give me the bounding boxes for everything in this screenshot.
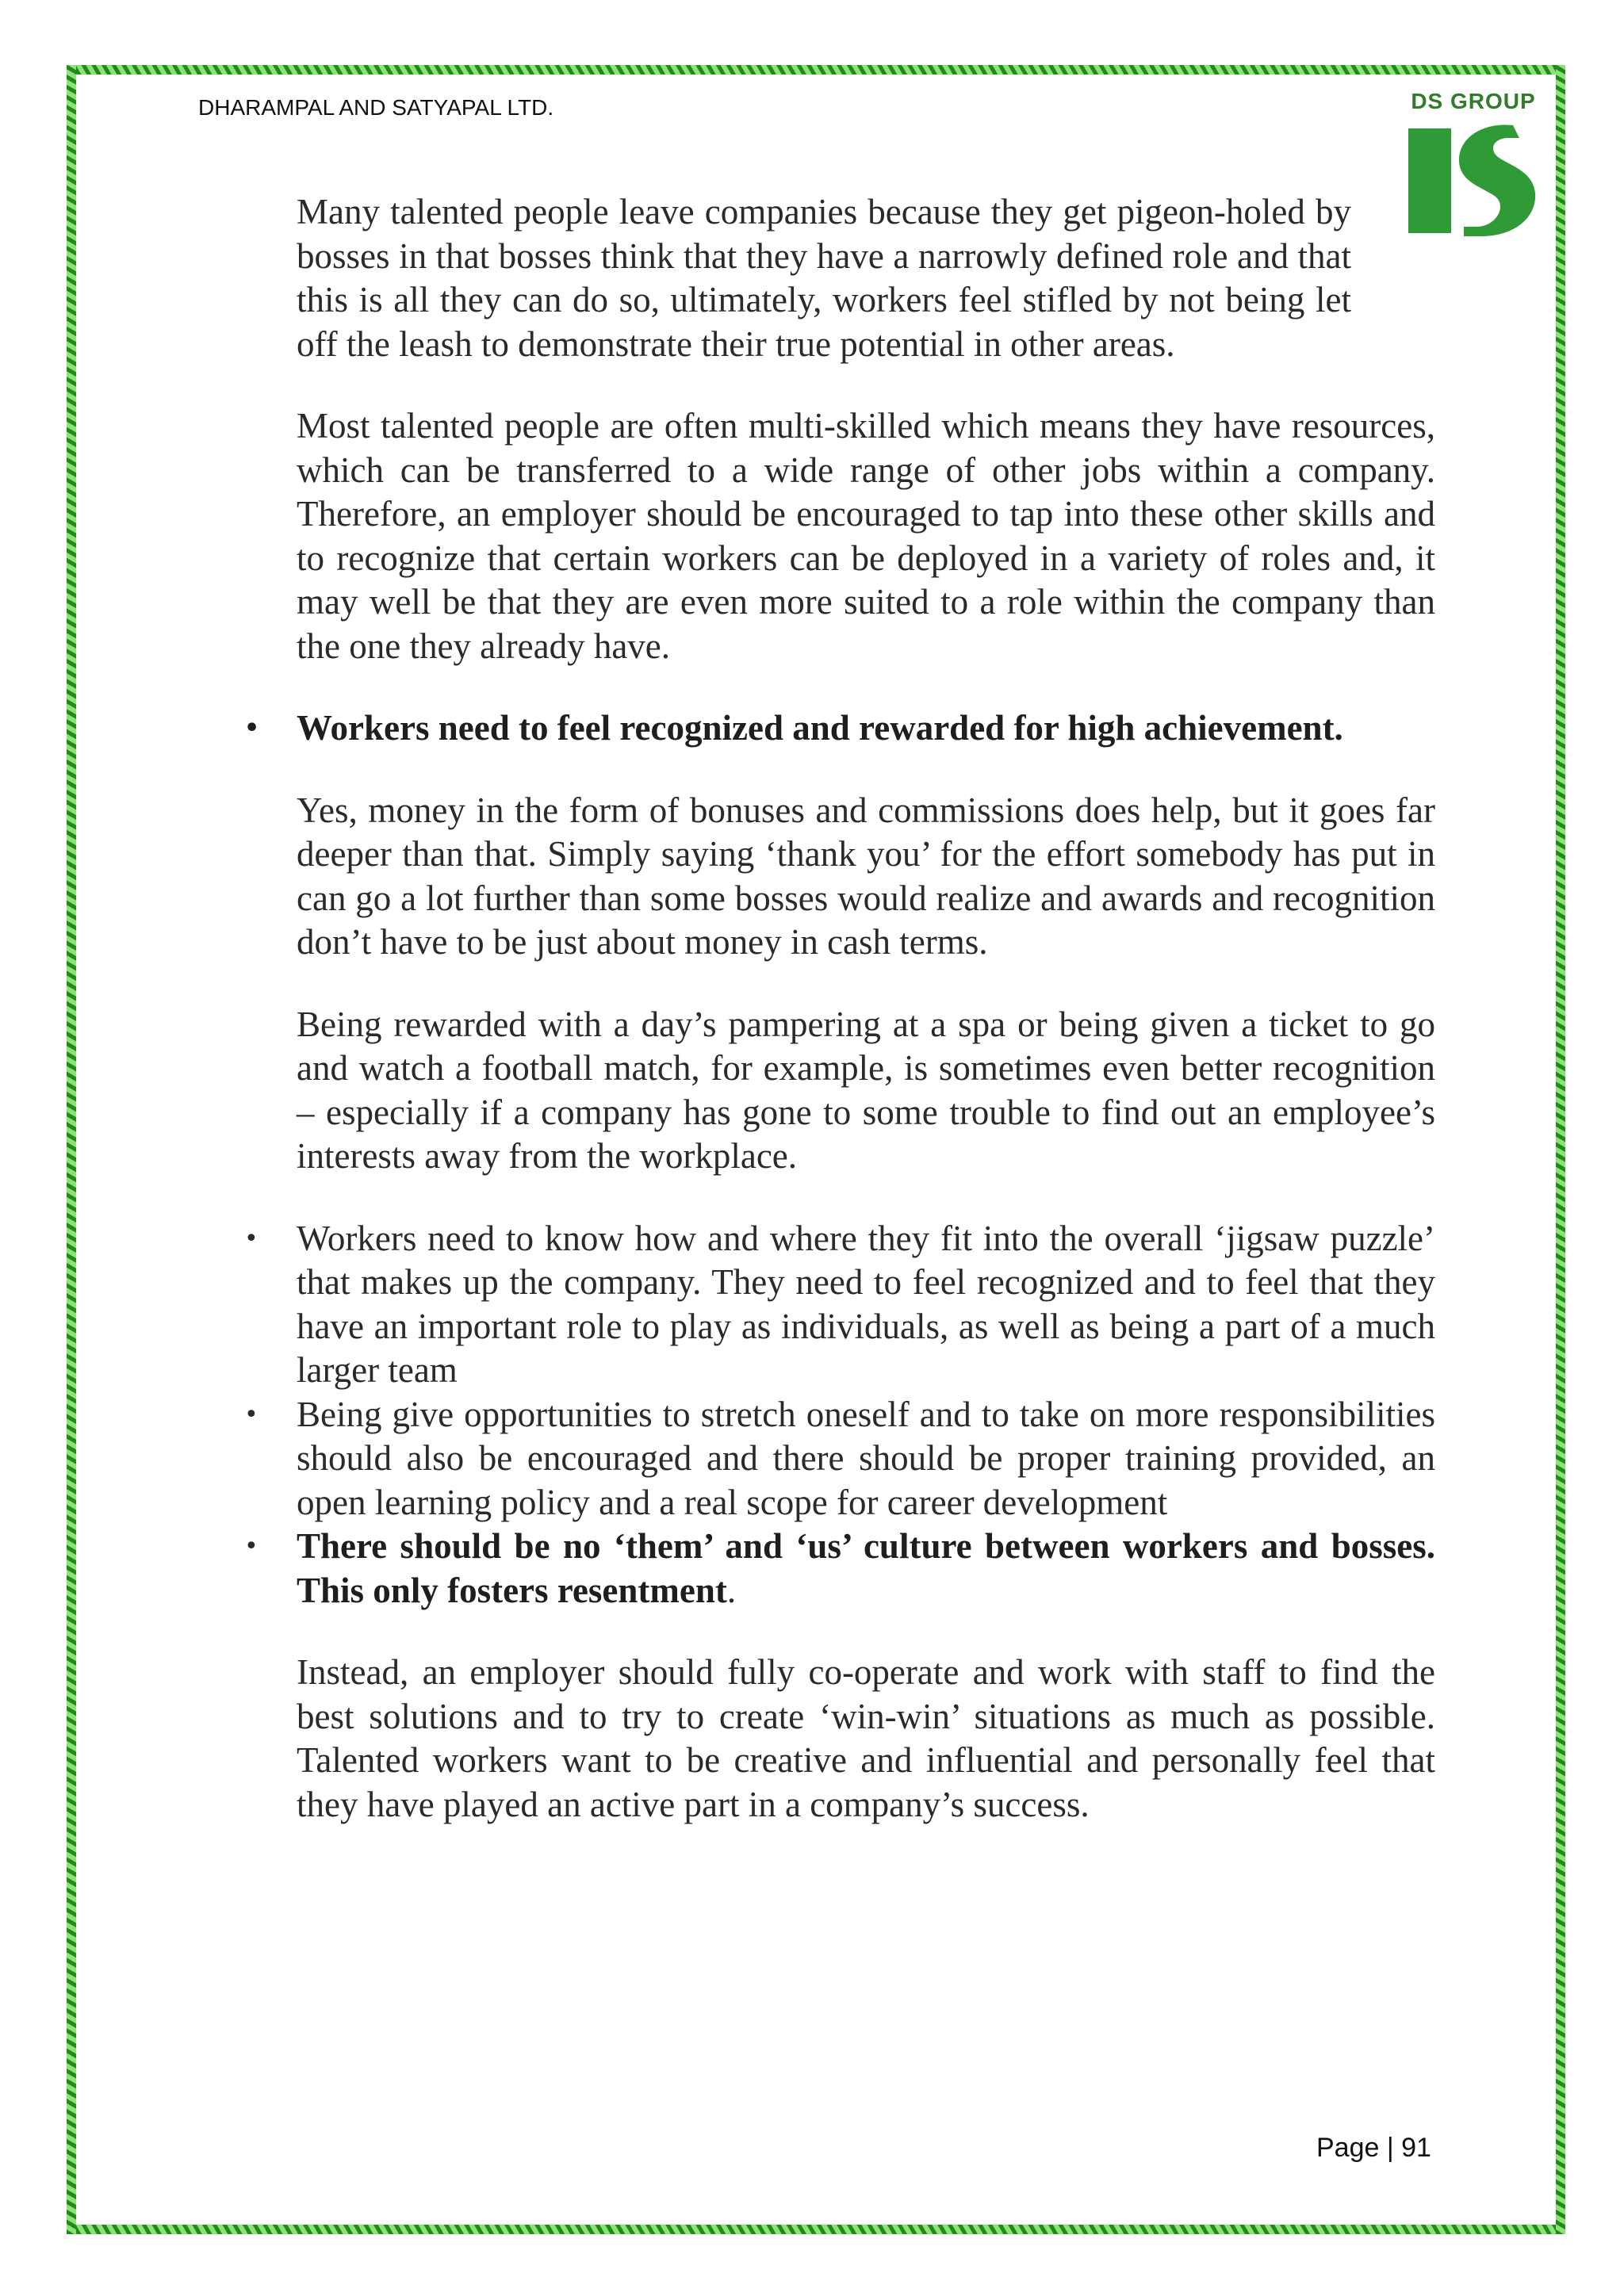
document-body [297, 190, 1435, 1865]
bullet-them-and-us-tail: . [726, 1570, 737, 1610]
bullet-them-and-us [297, 1525, 1435, 1613]
bullet-jigsaw-puzzle: • Workers need to know how and where they fit into the overall ‘jigsaw puzzle’ that makes up the company. They need to feel recognized and to feel that they have an important role to play as individuals, as well as being a part of a much larger team [297, 1217, 1435, 1393]
paragraph-money-bonuses: Yes, money in the form of bonuses and commissions does help, but it goes far deeper than that. Simply saying ‘thank you’ for the effort somebody has put in can go a lot further than some bosses would realize and awards and recognition don’t have to be just about money in cash terms. [297, 790, 1435, 962]
paragraph-win-win: Instead, an employer should fully co-operate and work with staff to find the best solutions and to try to create ‘win-win’ situations as much as possible. Talented workers want to be creative and influential and personally feel that they have played an active part in a company’s success. [297, 1652, 1435, 1824]
logo-text: DS GROUP [1411, 89, 1536, 113]
paragraph-multi-skilled: Most talented people are often multi-skilled which means they have resources, which can be transferred to a wide range of other jobs within a company. Therefore, an employer should be encouraged to tap into these other skills and to recognize that certain workers can be deployed in a variety of roles and, it may well be that they are even more suited to a role within the company than the one they already have. [297, 406, 1435, 666]
page-border-left [67, 65, 76, 2234]
bullet-them-and-us-bold: There should be no ‘them’ and ‘us’ culture between workers and bosses. This only fosters resentment [297, 1526, 1435, 1610]
bullet-recognized-rewarded: • Workers need to feel recognized and rewarded for high achievement. [297, 706, 1435, 751]
bullet-opportunities: • Being give opportunities to stretch oneself and to take on more responsibilities should also be encouraged and there should be proper training provided, an open learning policy and a real scope for career development [297, 1393, 1435, 1525]
page-border-bottom [67, 2225, 1565, 2234]
header-company-name: DHARAMPAL AND SATYAPAL LTD. [198, 95, 554, 120]
page-border-top [67, 65, 1565, 75]
page-number: Page | 91 [1316, 2133, 1431, 2163]
page-border-right [1556, 65, 1565, 2234]
paragraph-pigeonholed: Many talented people leave companies because they get pigeon-holed by bosses in that bosses think that they have a narrowly defined role and that this is all they can do so, ultimately, workers feel stifled by not being let off the leash to demonstrate their true potential in other areas. [297, 192, 1351, 364]
paragraph-spa-reward: Being rewarded with a day’s pampering at a spa or being given a ticket to go and watch a football match, for example, is sometimes even better recognition – especially if a company has gone to some trouble to find out an employee’s interests away from the workplace. [297, 1004, 1435, 1176]
